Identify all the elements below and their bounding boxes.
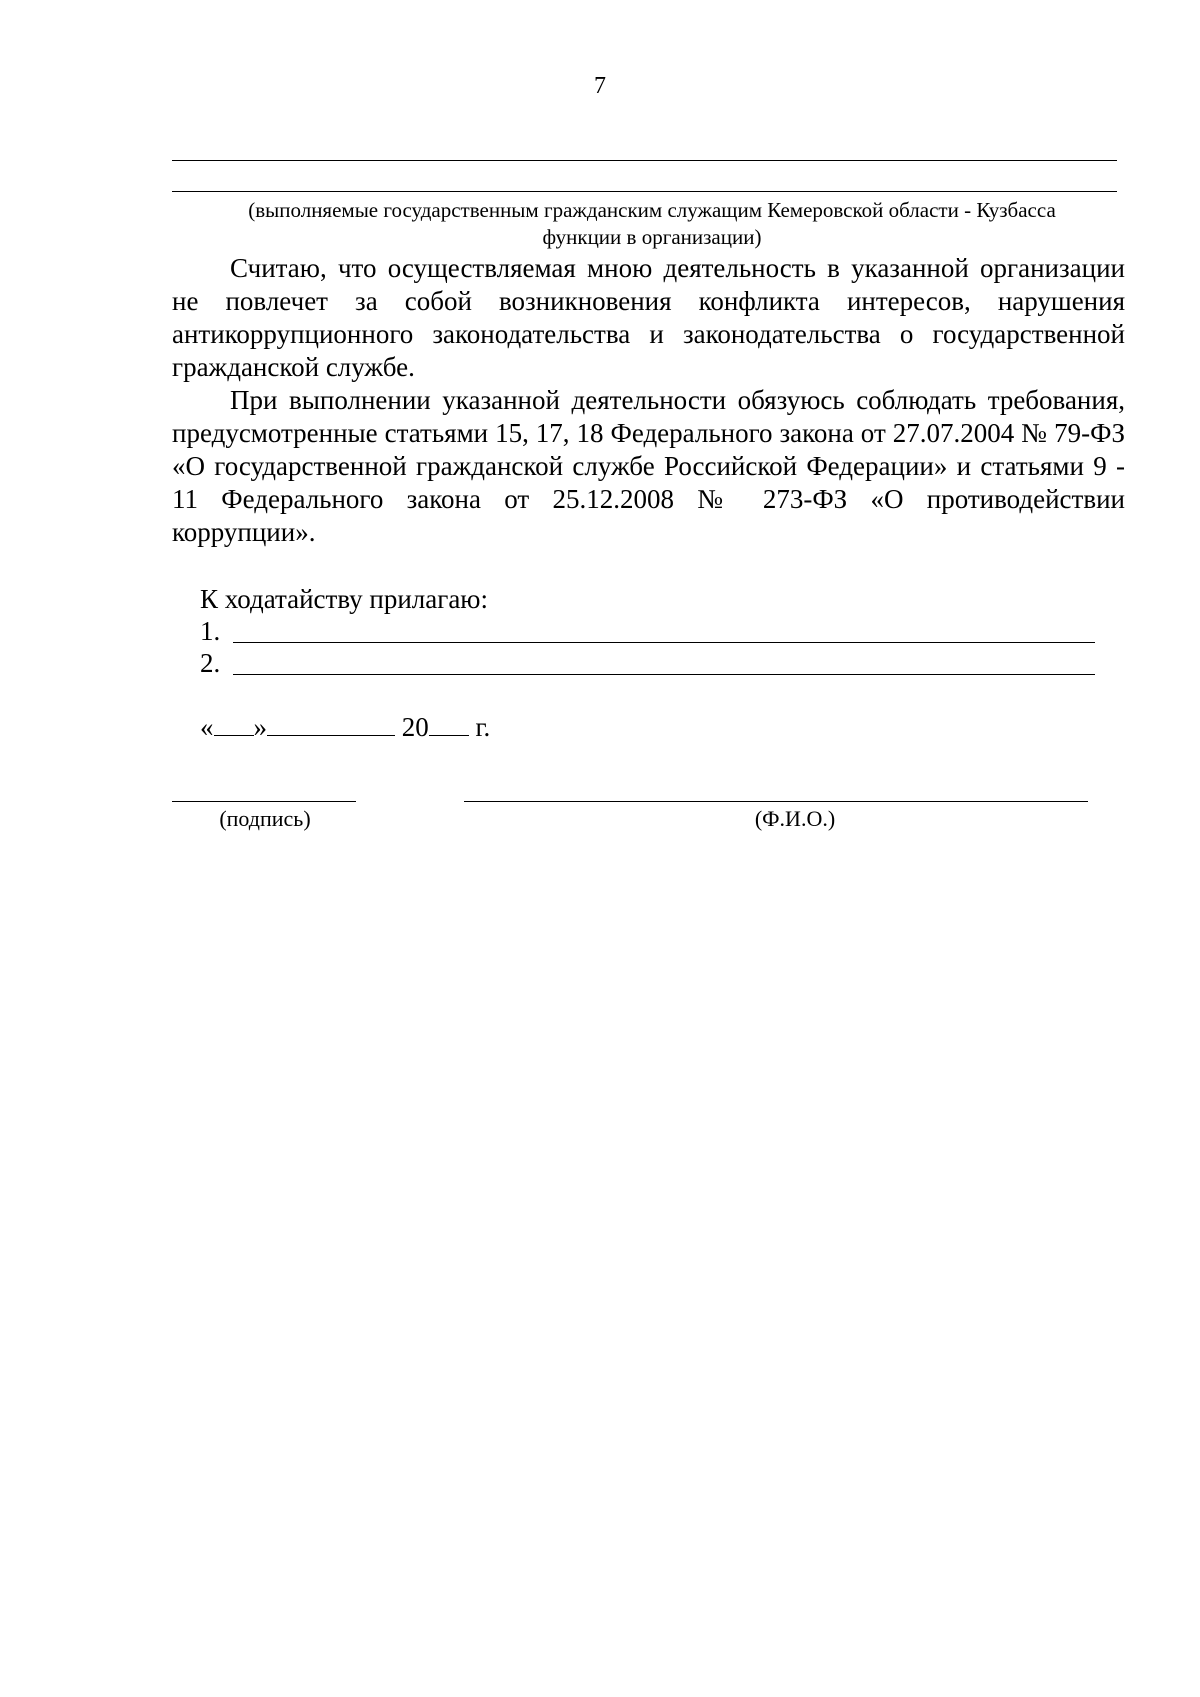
attachments-title: К ходатайству прилагаю: xyxy=(200,584,488,614)
attachment-row-2 xyxy=(200,647,1095,680)
function-caption-line-1: (выполняемые государственным гражданским служащим Кемеровской области - Кузбасса xyxy=(248,198,1056,222)
paragraph-obligations: При выполнении указанной деятельности обязуюсь соблюдать требования, предусмотренные статьями 15, 17, 18 Федерального закона от 27.07.2004 № 79-ФЗ «О государственной гражданской службе Российской Федерации» и статьями 9 - 11 Федерального закона от 25.12.2008 № 273-ФЗ «О противодействии коррупции». xyxy=(172,385,1125,547)
attachment-blank-line xyxy=(233,642,1095,643)
function-blank-line-1 xyxy=(172,160,1117,161)
attachment-row-1 xyxy=(200,615,1095,648)
page-number: 7 xyxy=(594,73,606,99)
date-open-quote: « xyxy=(200,712,214,742)
date-line xyxy=(200,711,490,744)
name-blank-line xyxy=(464,801,1088,802)
day-blank xyxy=(214,711,254,736)
attachment-blank-line xyxy=(233,674,1095,675)
year-suffix: г. xyxy=(475,712,491,742)
name-label: (Ф.И.О.) xyxy=(754,806,836,831)
month-blank xyxy=(267,711,395,736)
function-caption-line-2: функции в организации) xyxy=(542,225,762,249)
attachment-number: 1. xyxy=(200,616,221,646)
signature-label: (подпись) xyxy=(219,806,311,831)
year-blank xyxy=(429,711,469,736)
function-blank-line-2 xyxy=(172,191,1117,192)
function-caption xyxy=(172,197,1132,251)
signature-blank-line xyxy=(172,801,356,802)
date-close-quote: » xyxy=(253,712,267,742)
paragraph-no-conflict: Считаю, что осуществляемая мною деятельность в указанной организации не повлечет за собой возникновения конфликта интересов, нарушения антикоррупционного законодательства и законодательства о государственной гражданской службе. xyxy=(172,253,1125,382)
statement-body xyxy=(172,252,1125,549)
attachment-number: 2. xyxy=(200,648,221,678)
year-prefix: 20 xyxy=(401,712,429,742)
